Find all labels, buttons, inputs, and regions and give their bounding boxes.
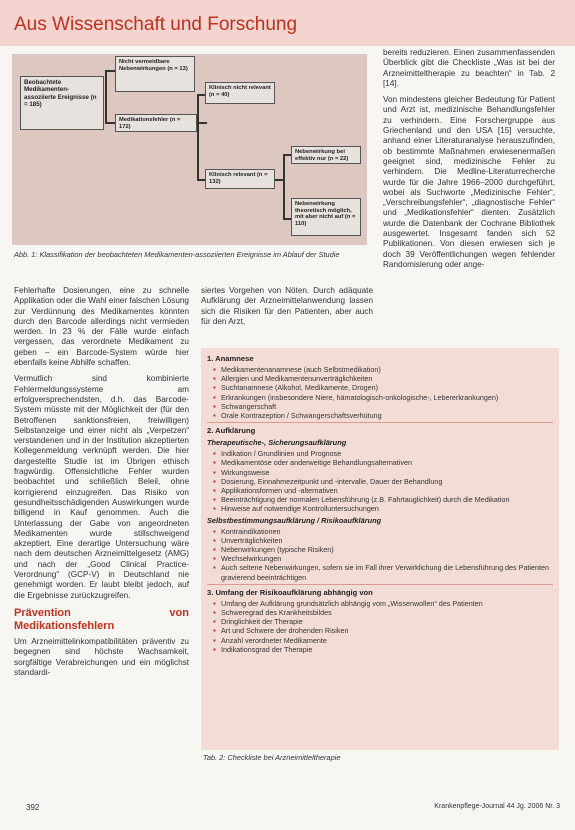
connector [105,70,115,72]
page-number: 392 [26,803,40,812]
table-caption: Tab. 2: Checkliste bei Arzneimitteltherapie [203,753,341,762]
list-item: ▪ Wechselwirkungen [221,554,553,563]
box-no-error: Nicht vermeidbare Nebenwirkungen (n = 13) [115,56,195,92]
connector [275,179,283,181]
connector [105,70,107,122]
checklist-box [201,348,559,750]
list-item: ▪ Auch seltene Nebenwirkungen, sofern sie im Fall ihrer Verwirklichung die Lebensführung des Patienten gravierend beeinträchtigen [221,563,553,581]
list-item: ▪ Allergien und Medikamentenunverträglichkeiten [221,374,553,383]
classification-figure [12,54,367,245]
page-title: Aus Wissenschaft und Forschung [14,14,298,35]
list-item: ▪ Hinweise auf notwendige Kontrolluntersuchungen [221,504,553,513]
list-item: ▪ Beeinträchtigung der normalen Lebensführung (z.B. Fahrtauglichkeit) durch die Medikation [221,495,553,504]
list-item: ▪ Wirkungsweise [221,468,553,477]
connector [283,154,291,156]
box-med-errors: Medikationsfehler (n = 172) [115,114,197,132]
middle-column-text: siertes Vorgehen von Nöten. Durch adäquate Aufklärung der Arzneimittelanwendung lassen sich die Risiken für den Patienten, aber auch für den Arzt, [201,286,373,326]
connector [105,122,115,124]
list-item: ▪ Nebenwirkungen (typische Risiken) [221,545,553,554]
list-item: ▪ Orale Kontrazeption / Schwangerschaftsverhütung [221,411,553,420]
journal-reference: Krankenpflege-Journal 44 Jg. 2006 Nr. 3 [434,803,560,810]
connector [283,218,291,220]
list-item: ▪ Kontraindikationen [221,527,553,536]
paragraph: bereits reduzieren. Einen zusammenfassenden Überblick gibt die Checkliste „Was ist bei der Arzneimitteltherapie zu beachten“ in Tab. 2 [14]. [383,48,555,88]
connector [197,94,205,96]
connector [197,179,205,181]
box-events: Beobachtete Medikamenten-assoziierte Ereignisse (n = 185) [20,76,104,130]
list-item: ▪ Unverträglichkeiten [221,536,553,545]
section-title: Prävention von Medikationsfehlern [14,606,189,632]
checklist-subsection-title: Selbstbestimmungsaufklärung / Risikoaufklärung [207,515,382,525]
checklist-list-risk [207,527,553,582]
figure-caption: Abb. 1: Klassifikation der beobachteten Medikamenten-assoziierten Ereignisse im Ablauf der Studie [14,250,340,259]
list-item: ▪ Suchtanamnese (Alkohol, Medikamente, Drogen) [221,383,553,392]
checklist-section-title: 3. Umfang der Risikoaufklärung abhängig von [207,587,373,597]
paragraph: Von mindestens gleicher Bedeutung für Patient und Arzt ist, medizinische Behandlungsfehler zu verhindern. Eine Forschergruppe aus Griechenland und den USA [15] versuchte, anhand einer Literaturanalyse herauszufinden, ob bestimmte Maßnahmen erwiesenermaßen geeignet sind, medizinische Fehler zu verhindern. Die Medline-Literaturrecherche wurde für die Jahre 1966–2000 durchgeführt, wobei als Suchworte „Medizinische Fehler“, „Verschreibungsfehler“, „diagnostische Fehler“ und „Medikationsfehler“ dienten. Zusätzlich wurde die Datenbank der Cochrane Bibliothek ausgewertet. Insgesamt fanden sich 52 Publikationen. Von diesen erwiesen sich je doch 39 Veröffentlichungen wegen fehlender Randomisierung oder ange- [383,95,555,269]
list-item: ▪ Indikation / Grundlinien und Prognose [221,449,553,458]
list-item: ▪ Umfang der Aufklärung grundsätzlich abhängig vom „Wissenwollen“ des Patienten [221,599,553,608]
divider [207,422,553,423]
box-not-relevant: Klinisch nicht relevant (n = 40) [205,82,275,104]
box-intercepted: Nebenwirkung bei effektiv nur (n = 22) [291,146,361,164]
checklist-subsection-title: Therapeutische-, Sicherungsaufklärung [207,438,347,448]
left-column [14,286,189,684]
divider [207,584,553,585]
box-relevant: Klinisch relevant (n = 132) [205,169,275,189]
paragraph: Vermutlich sind kombinierte Fehlermeldungssysteme am erfolgversprechendsten, d.h. das Barcode-System müsste mit der Möglichkeit der (für den Betroffenen sanktionsfreien, freiwilligen) Selbstanzeige und einer nicht als „Verpetzen“ verstandenen und in der Institution akzeptierten Kollegenmeldung verknüpft werden. Die hier dargestellte Studie ist im Übrigen ethisch fragwürdig. Offensichtliche Fehler wurden beobachtet und schließlich Beleil, ohne korrigierend einzugreifen. Das Risiko von gesundheitsschädigenden Auswirkungen wurde billigend in Kauf genommen. Auch die Unterlassung der Gabe von angeordneten Medikamenten wurde stillschweigend akzeptiert. Eine derartige Untersuchung wäre nach dem deutschen Arzneimittelgesetz (AMG) und nach der „Good Clinical Practice-Verordnung“ (GCP-V) in Deutschland nie genehmigt worden. Er laubt bleibt jedoch, auf die Ergebnisse zurückzugreifen. [14,374,189,600]
list-item: ▪ Medikamentenanamnese (auch Selbstmedikation) [221,365,553,374]
box-ae-potential: Nebenwirkung theoretisch möglich, mit aber nicht auf (n = 110) [291,198,361,236]
checklist-section-title: 2. Aufklärung [207,426,256,436]
list-item: ▪ Dringlichkeit der Therapie [221,617,553,626]
right-column-top [383,48,555,276]
paragraph: Um Arzneimittelinkompatibilitäten präventiv zu begegnen sind höchste Wachsamkeit, sorgfältige Verabreichungen und ein möglichst standardi- [14,636,189,677]
checklist-list-therapeutic [207,449,553,513]
checklist-list-scope [207,599,553,654]
list-item: ▪ Schwangerschaft [221,402,553,411]
list-item: ▪ Anzahl verordneter Medikamente [221,636,553,645]
list-item: ▪ Medikamentöse oder anderweitige Behandlungsalternativen [221,458,553,467]
paragraph: Fehlerhafte Dosierungen, eine zu schnelle Applikation oder die Wahl einer falschen Lösung zur Verdünnung des Medikamentes könnten durch den Barcode allerdings nicht vermieden werden. In 23 % der Fälle wurde einfach vergessen, das verordnete Medikament zu geben – ein Barcode-System würde hier ebenfalls keine Abhilfe schaffen. [14,286,189,368]
list-item: ▪ Indikationsgrad der Therapie [221,645,553,654]
checklist-section-title: 1. Anamnese [207,354,254,363]
list-item: ▪ Applikationsformen und -alternativen [221,486,553,495]
connector [283,154,285,219]
list-item: ▪ Dosierung, Einnahmezeitpunkt und -intervalle, Dauer der Behandlung [221,477,553,486]
checklist-list-anamnese [207,365,553,420]
list-item: ▪ Schweregrad des Krankheitsbildes [221,608,553,617]
connector [197,94,199,180]
list-item: ▪ Art und Schwere der drohenden Risiken [221,626,553,635]
list-item: ▪ Erkrankungen (insbesondere Niere, hämatologisch-onkologische-, Lebererkrankungen) [221,393,553,402]
